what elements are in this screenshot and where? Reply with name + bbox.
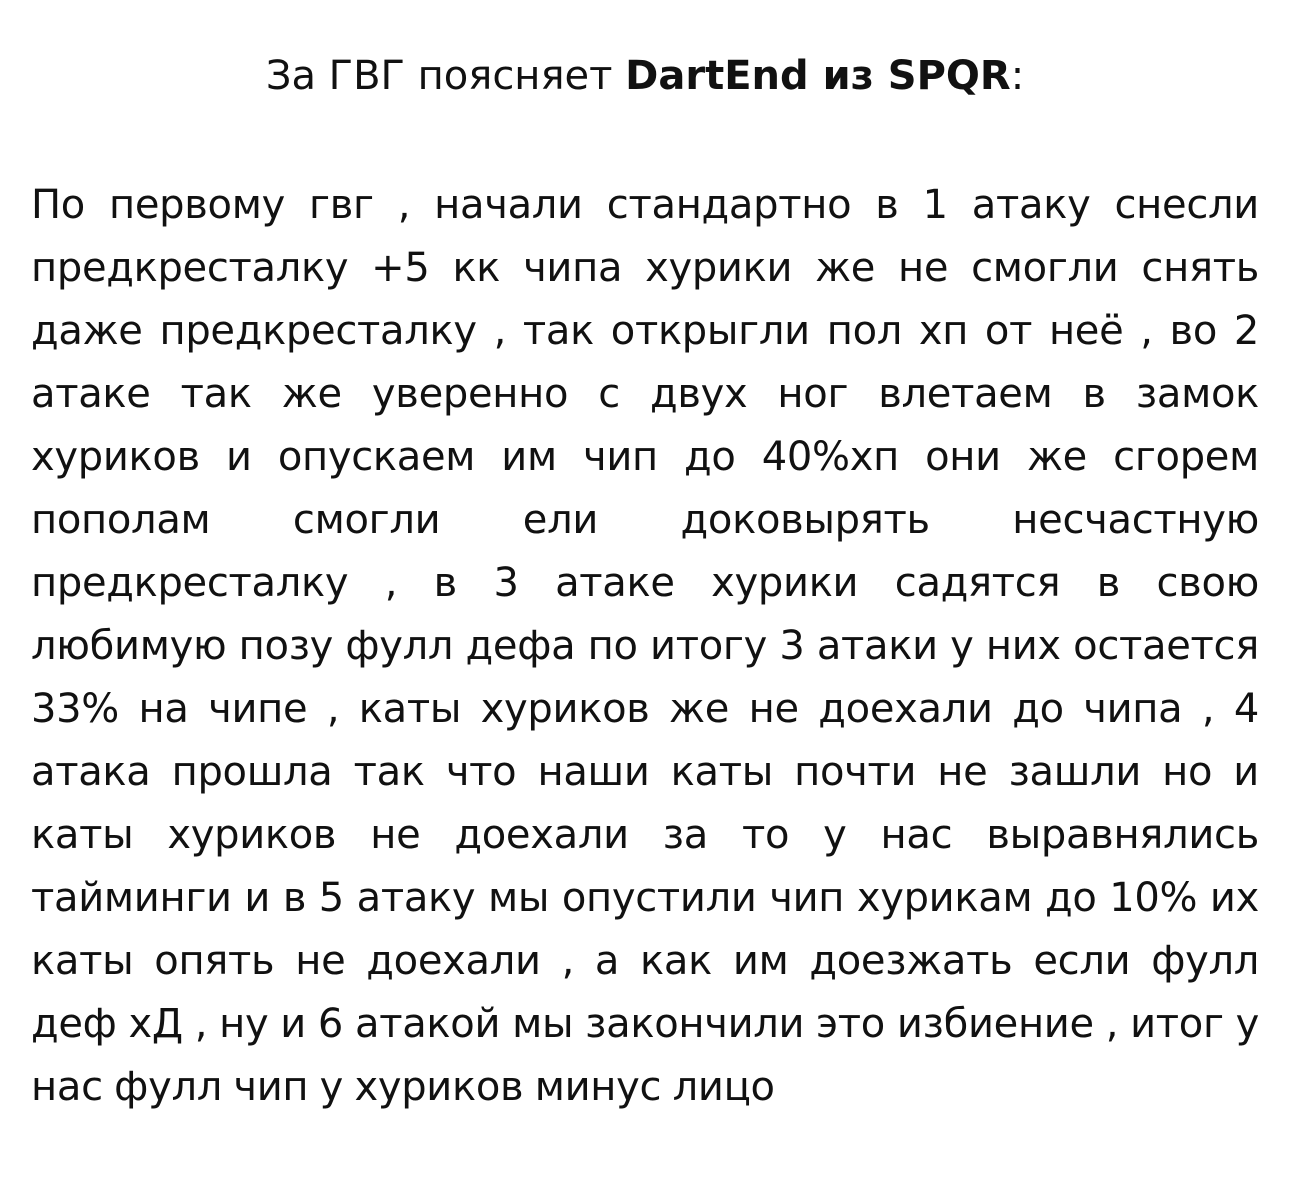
heading-connector: из [808, 53, 888, 99]
heading-suffix: : [1010, 53, 1025, 99]
guild-name: SPQR [887, 53, 1011, 99]
author-name: DartEnd [625, 53, 809, 99]
body-paragraph: По первому гвг , начали стандартно в 1 атаку снесли предкресталку +5 кк чипа хурики же не смогли снять даже предкресталку , так открыгли пол хп от неё , во 2 атаке так же уверенно с двух ног влетаем в замок хуриков и опускаем им чип до 40%хп они же сгорем пополам смогли ели доковырять несчастную предкресталку , в 3 атаке хурики садятся в свою любимую позу фулл дефа по итогу 3 атаки у них остается 33% на чипе , каты хуриков же не доехали до чипа , 4 атака прошла так что наши каты почти не зашли но и каты хуриков не доехали за то у нас выравнялись тайминги и в 5 атаку мы опустили чип хурикам до 10% их каты опять не доехали , а как им доезжать если фулл деф хД , ну и 6 атакой мы закончили это избиение , итог у нас фулл чип у хуриков минус лицо [31, 182, 1259, 1110]
heading [31, 50, 1259, 102]
heading-prefix: За ГВГ поясняет [265, 53, 626, 99]
